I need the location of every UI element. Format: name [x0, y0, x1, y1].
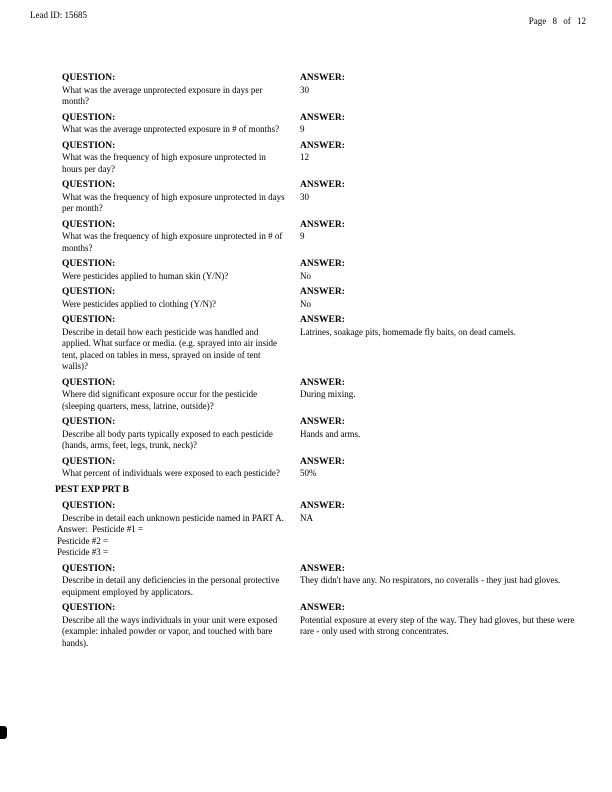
- answer-column: [300, 417, 578, 452]
- question-column: [62, 417, 300, 452]
- answer-text: No: [300, 270, 311, 281]
- answer-column: [300, 564, 578, 599]
- answer-column: [300, 603, 578, 649]
- question-label: QUESTION:: [62, 315, 116, 325]
- answer-column: [300, 180, 578, 215]
- question-label: QUESTION:: [62, 501, 116, 511]
- question-extra-line: Pesticide #2 =: [57, 535, 109, 546]
- answer-column: [300, 315, 578, 373]
- answer-text: 9: [300, 231, 305, 241]
- answer-label: ANSWER:: [300, 315, 345, 325]
- answer-label: ANSWER:: [300, 180, 345, 190]
- answer-label: ANSWER:: [300, 456, 345, 467]
- answer-label: ANSWER:: [300, 377, 345, 388]
- question-text: Describe in detail each unknown pesticide named in PART A.: [62, 512, 284, 523]
- question-label: QUESTION:: [62, 456, 116, 467]
- section-header: PEST EXP PRT B: [55, 484, 130, 495]
- qa-item: [62, 315, 578, 373]
- question-column: [57, 501, 300, 559]
- scan-artifact-mark: [0, 726, 7, 739]
- question-label: QUESTION:: [62, 140, 116, 151]
- qa-item: [62, 603, 578, 649]
- answer-text: 30: [300, 84, 309, 95]
- question-column: [62, 287, 300, 310]
- question-column: [62, 180, 300, 215]
- answer-column: [300, 457, 578, 480]
- answer-text: They didn't have any. No respirators, no coveralls - they just had gloves.: [300, 575, 561, 585]
- answer-text: 50%: [300, 468, 317, 478]
- qa-item: [62, 259, 578, 282]
- question-column: [62, 378, 300, 413]
- question-label: QUESTION:: [62, 603, 116, 613]
- question-text: Where did significant exposure occur for the pesticide (sleeping quarters, mess, latrine, outside)?: [62, 389, 258, 411]
- question-text: What was the frequency of high exposure unprotected in hours per day?: [62, 152, 266, 174]
- qa-list: [55, 73, 578, 654]
- question-label: QUESTION:: [62, 259, 116, 269]
- question-column: [62, 315, 300, 373]
- answer-column: [300, 113, 578, 136]
- question-text: What was the frequency of high exposure unprotected in days per month?: [62, 191, 285, 213]
- question-text: What was the average unprotected exposure in # of months?: [62, 124, 280, 134]
- question-label: QUESTION:: [62, 219, 116, 230]
- answer-label: ANSWER:: [300, 73, 345, 83]
- qa-item: [62, 220, 578, 255]
- question-column: [62, 141, 300, 176]
- question-label: QUESTION:: [62, 377, 116, 388]
- question-label: QUESTION:: [62, 417, 116, 427]
- question-text: Describe in detail how each pesticide was handled and applied. What surface or media. (e.g. sprayed into air inside tent, placed on tables in mess, sprayed on inside of tent walls)?: [62, 326, 278, 371]
- question-column: [62, 564, 300, 599]
- question-column: [62, 113, 300, 136]
- question-column: [62, 73, 300, 108]
- qa-item: [62, 564, 578, 599]
- answer-column: [300, 378, 578, 413]
- answer-label: ANSWER:: [300, 287, 345, 297]
- question-column: [62, 457, 300, 480]
- answer-column: [300, 220, 578, 255]
- answer-text: Potential exposure at every step of the way. They had gloves, but these were rare - only used with strong concentrates.: [300, 614, 575, 636]
- answer-text: During mixing.: [300, 389, 356, 399]
- answer-column: [300, 259, 578, 282]
- answer-text: Hands and arms.: [300, 428, 361, 439]
- lead-id-header: Lead ID: 15685: [30, 10, 87, 20]
- question-label: QUESTION:: [62, 112, 116, 123]
- qa-item: [62, 287, 578, 310]
- answer-text: 12: [300, 152, 309, 162]
- question-column: [62, 259, 300, 282]
- answer-text: 9: [300, 124, 305, 134]
- answer-column: [300, 287, 578, 310]
- answer-column: [300, 501, 578, 559]
- question-text: Were pesticides applied to clothing (Y/N)?: [62, 298, 216, 309]
- answer-label: ANSWER:: [300, 603, 345, 613]
- page-number-header: Page 8 of 12: [528, 16, 586, 26]
- qa-item: [62, 417, 578, 452]
- question-text: Describe all body parts typically exposed to each pesticide (hands, arms, feet, legs, trunk, neck)?: [62, 428, 273, 450]
- qa-item: [62, 180, 578, 215]
- qa-item: [62, 73, 578, 108]
- answer-label: ANSWER:: [300, 417, 345, 427]
- answer-label: ANSWER:: [300, 112, 345, 123]
- qa-item: [62, 457, 578, 480]
- question-extra-line: Answer: Pesticide #1 =: [57, 524, 144, 534]
- question-text: What was the average unprotected exposure in days per month?: [62, 84, 263, 106]
- answer-label: ANSWER:: [300, 259, 345, 269]
- qa-item: [62, 113, 578, 136]
- qa-item: [62, 378, 578, 413]
- question-label: QUESTION:: [62, 73, 116, 83]
- answer-label: ANSWER:: [300, 219, 345, 230]
- question-label: QUESTION:: [62, 180, 116, 190]
- question-text: Were pesticides applied to human skin (Y/N)?: [62, 270, 229, 281]
- question-extra-line: Pesticide #3 =: [57, 547, 109, 557]
- answer-text: NA: [300, 512, 313, 523]
- qa-item: [62, 141, 578, 176]
- answer-text: Latrines, soakage pits, homemade fly baits, on dead camels.: [300, 326, 516, 337]
- question-text: Describe all the ways individuals in your unit were exposed (example: inhaled powder or vapor, and touched with bare hands).: [62, 614, 278, 648]
- question-column: [62, 220, 300, 255]
- question-label: QUESTION:: [62, 287, 116, 297]
- answer-text: 30: [300, 191, 309, 202]
- question-text: What was the frequency of high exposure unprotected in # of months?: [62, 231, 283, 253]
- answer-label: ANSWER:: [300, 501, 345, 511]
- qa-item: [57, 501, 578, 559]
- answer-column: [300, 141, 578, 176]
- answer-column: [300, 73, 578, 108]
- question-text: What percent of individuals were exposed to each pesticide?: [62, 468, 280, 478]
- answer-label: ANSWER:: [300, 563, 345, 574]
- answer-label: ANSWER:: [300, 140, 345, 151]
- question-column: [62, 603, 300, 649]
- answer-text: No: [300, 298, 311, 309]
- question-text: Describe in detail any deficiencies in the personal protective equipment employed by applicators.: [62, 575, 280, 597]
- question-label: QUESTION:: [62, 563, 116, 574]
